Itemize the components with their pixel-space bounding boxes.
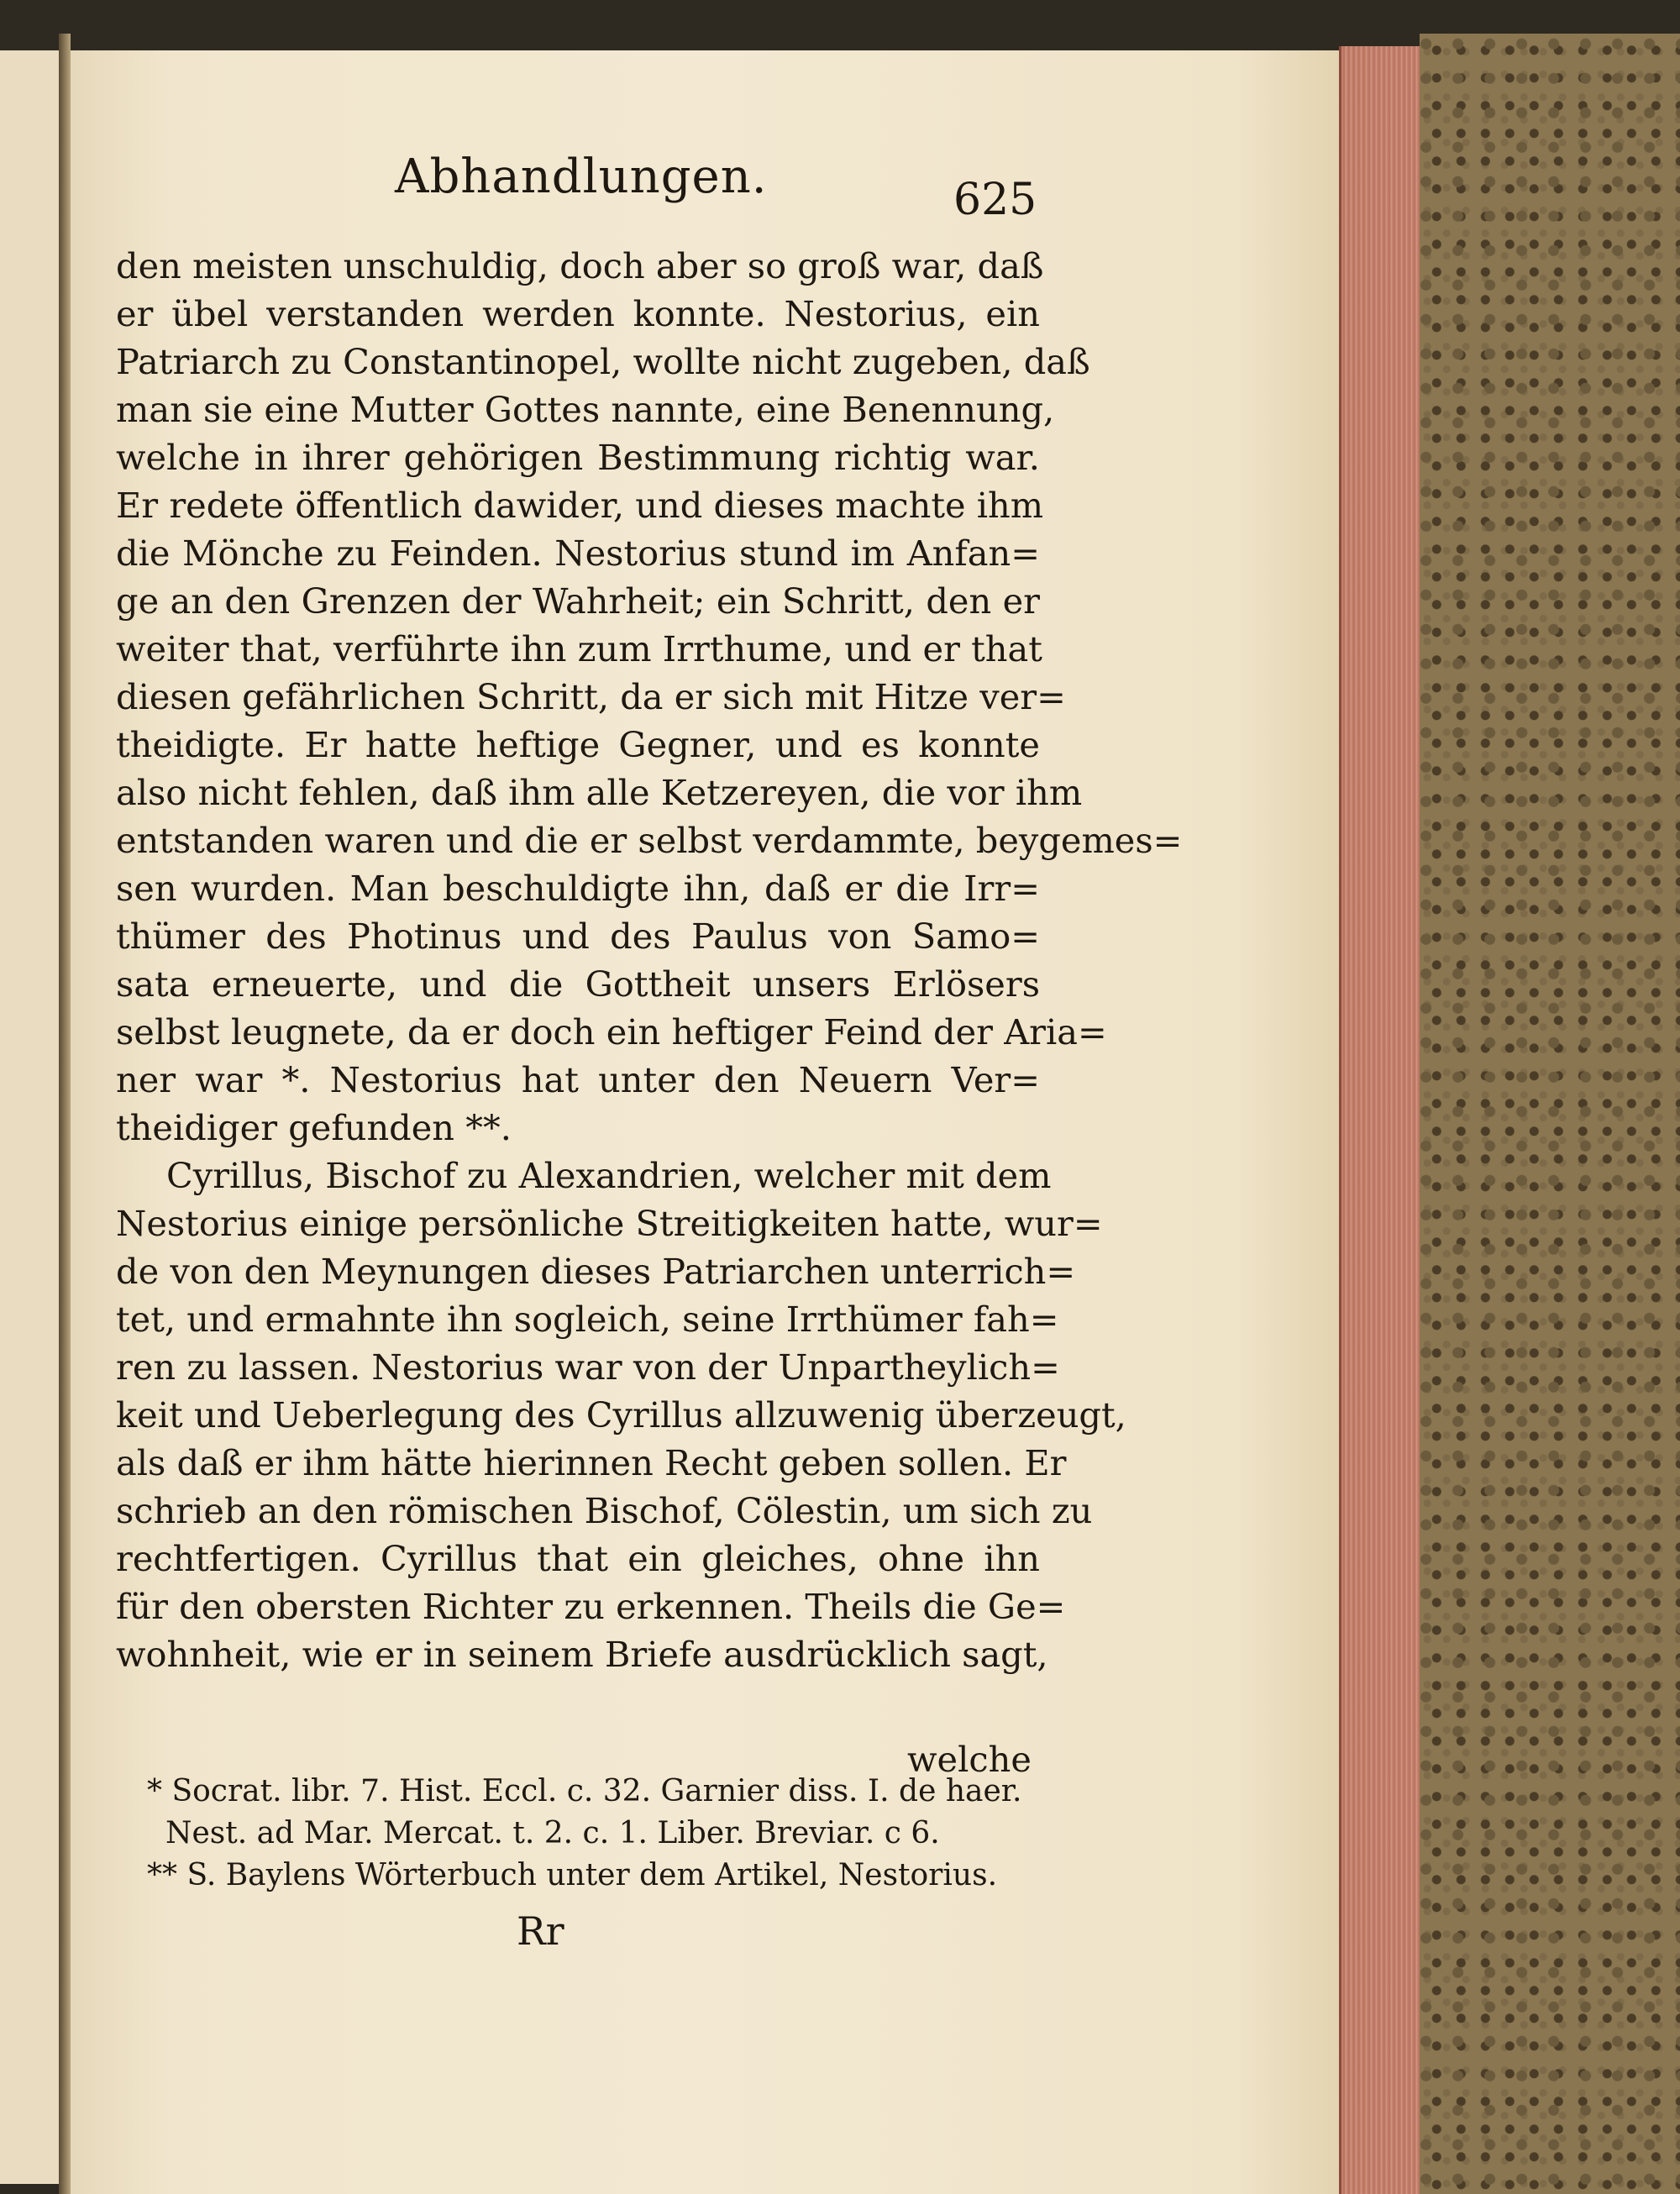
running-header: Abhandlungen. xyxy=(395,150,768,204)
text-line: theidiger gefunden **. xyxy=(116,1107,512,1148)
page-block-edge xyxy=(1339,46,1422,2194)
text-line: Cyrillus, Bischof zu Alexandrien, welcher mit dem xyxy=(166,1155,1052,1196)
text-line: ge an den Grenzen der Wahrheit; ein Schritt, den er xyxy=(116,580,1040,622)
text-line: entstanden waren und die er selbst verdammte, beygemes= xyxy=(116,820,1183,861)
text-line: schrieb an den römischen Bischof, Cölestin, um sich zu xyxy=(116,1490,1093,1531)
footnotes xyxy=(147,1771,1033,1897)
footnote: * Socrat. libr. 7. Hist. Eccl. c. 32. Garnier diss. I. de haer. xyxy=(147,1774,1022,1808)
text-line: für den obersten Richter zu erkennen. Theils die Ge= xyxy=(116,1586,1066,1627)
text-line: Patriarch zu Constantinopel, wollte nicht zugeben, daß xyxy=(116,341,1090,382)
text-line: Er redete öffentlich dawider, und dieses machte ihm xyxy=(116,485,1044,526)
text-line: weiter that, verführte ihn zum Irrthume, und er that xyxy=(116,628,1042,669)
text-line: welche in ihrer gehörigen Bestimmung richtig war. xyxy=(116,437,1040,478)
text-line: ren zu lassen. Nestorius war von der Unpartheylich= xyxy=(116,1346,1060,1388)
text-line: sata erneuerte, und die Gottheit unsers Erlösers xyxy=(116,963,1040,1005)
text-line: de von den Meynungen dieses Patriarchen unterrich= xyxy=(116,1251,1076,1292)
facing-page-edge xyxy=(0,50,61,2184)
text-line: keit und Ueberlegung des Cyrillus allzuwenig überzeugt, xyxy=(116,1394,1126,1436)
text-line: den meisten unschuldig, doch aber so groß war, daß xyxy=(116,245,1044,286)
footnote: ** S. Baylens Wörterbuch unter dem Artikel, Nestorius. xyxy=(147,1858,998,1892)
book-cover xyxy=(1420,34,1680,2194)
text-line: die Mönche zu Feinden. Nestorius stund im Anfan= xyxy=(116,533,1040,574)
signature-mark: Rr xyxy=(517,1908,564,1954)
text-line: also nicht fehlen, daß ihm alle Ketzereyen, die vor ihm xyxy=(116,772,1083,813)
text-line: tet, und ermahnte ihn sogleich, seine Irrthümer fah= xyxy=(116,1299,1059,1340)
catchword: welche xyxy=(907,1739,1032,1780)
body-text xyxy=(116,242,1183,1678)
text-line: er übel verstanden werden konnte. Nestorius, ein xyxy=(116,293,1040,334)
footnote-continuation: Nest. ad Mar. Mercat. t. 2. c. 1. Liber. Breviar. c 6. xyxy=(165,1816,940,1850)
text-line: thümer des Photinus und des Paulus von Samo= xyxy=(116,916,1040,957)
text-line: sen wurden. Man beschuldigte ihn, daß er die Irr= xyxy=(116,868,1040,909)
text-line: als daß er ihm hätte hierinnen Recht geben sollen. Er xyxy=(116,1442,1067,1483)
text-line: diesen gefährlichen Schritt, da er sich mit Hitze ver= xyxy=(116,676,1066,717)
text-line: Nestorius einige persönliche Streitigkeiten hatte, wur= xyxy=(116,1203,1103,1244)
text-line: man sie eine Mutter Gottes nannte, eine Benennung, xyxy=(116,389,1055,430)
text-line: rechtfertigen. Cyrillus that ein gleiches, ohne ihn xyxy=(116,1538,1040,1579)
text-line: theidigte. Er hatte heftige Gegner, und es konnte xyxy=(116,724,1040,765)
page-number: 625 xyxy=(953,175,1037,225)
book-gutter xyxy=(59,34,71,2194)
text-line: ner war *. Nestorius hat unter den Neuern Ver= xyxy=(116,1059,1040,1100)
text-line: wohnheit, wie er in seinem Briefe ausdrücklich sagt, xyxy=(116,1634,1048,1675)
text-line: selbst leugnete, da er doch ein heftiger Feind der Aria= xyxy=(116,1011,1107,1052)
